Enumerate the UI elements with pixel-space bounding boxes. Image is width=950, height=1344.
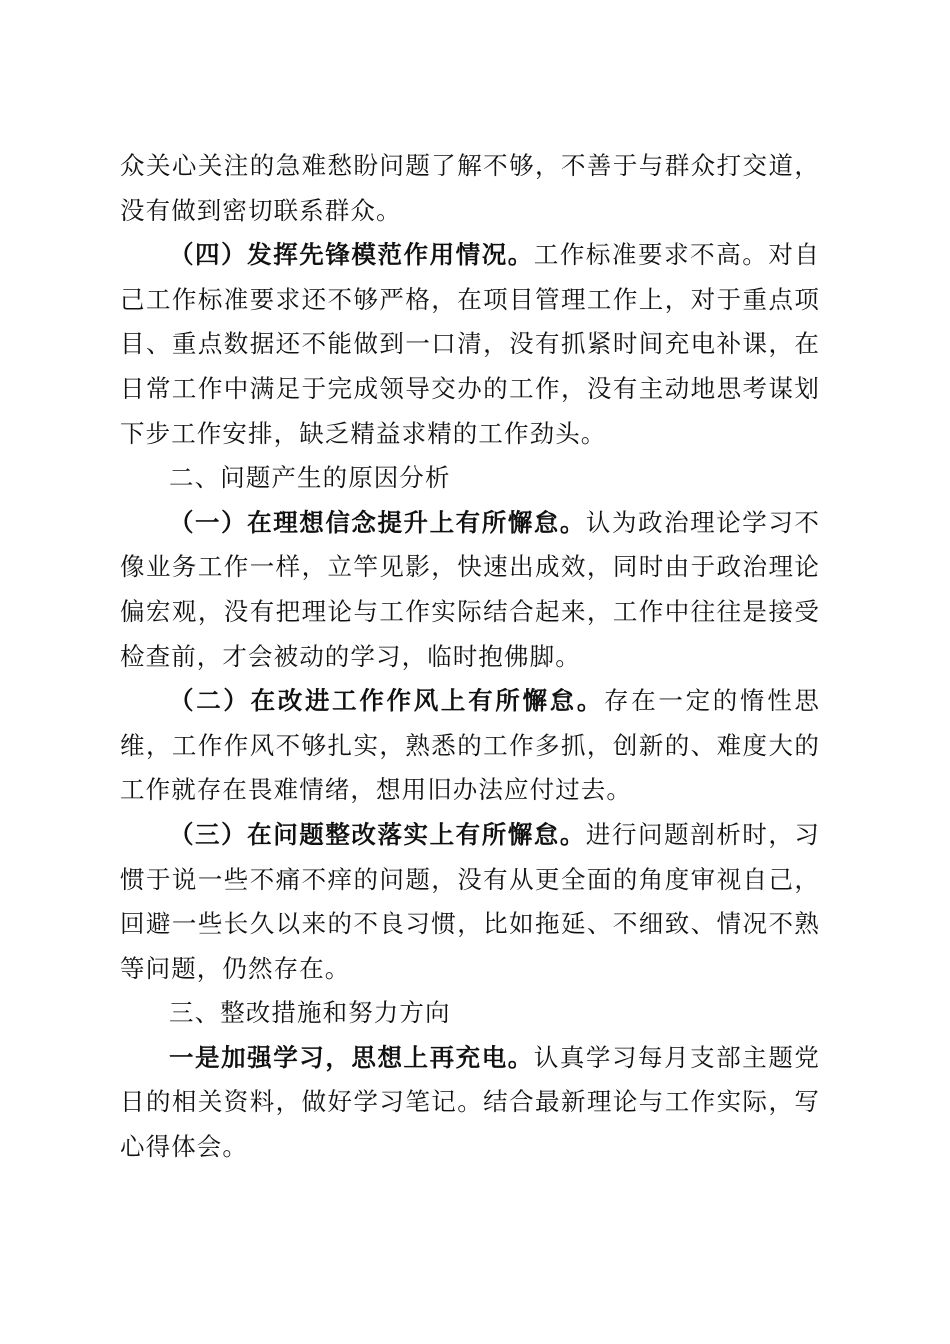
section-heading-measures: 三、整改措施和努力方向 (169, 998, 451, 1028)
paragraph-body: 存在一定的惰性思维，工作作风不够扎实，熟悉的工作多抓，创新的、难度大的工作就存在畏难情绪，想用旧办法应付过去。 (120, 686, 820, 805)
paragraph-rectification (120, 813, 820, 991)
paragraph-lead: （一）在理想信念提升上有所懈怠。 (169, 507, 586, 537)
document-page (120, 144, 820, 1170)
paragraph-continuation: 众关心关注的急难愁盼问题了解不够，不善于与群众打交道，没有做到密切联系群众。 (120, 151, 820, 225)
paragraph-strengthen-study (120, 1036, 820, 1170)
paragraph-lead: 一是加强学习，思想上再充电。 (169, 1042, 534, 1072)
paragraph-body: 认为政治理论学习不像业务工作一样，立竿见影，快速出成效，同时由于政治理论偏宏观，没有把理论与工作实际结合起来，工作中往往是接受检查前，才会被动的学习，临时抱佛脚。 (120, 507, 820, 671)
paragraph-lead: （四）发挥先锋模范作用情况。 (169, 240, 534, 270)
paragraph-work-style (120, 679, 820, 813)
paragraph-lead: （二）在改进工作作风上有所懈怠。 (169, 686, 605, 716)
paragraph-body: 工作标准要求不高。对自己工作标准要求还不够严格，在项目管理工作上，对于重点项目、重点数据还不能做到一口清，没有抓紧时间充电补课，在日常工作中满足于完成领导交办的工作，没有主动地思考谋划下步工作安排，缺乏精益求精的工作劲头。 (120, 240, 820, 448)
section-heading-cause-analysis: 二、问题产生的原因分析 (169, 463, 451, 493)
paragraph-ideals-beliefs (120, 501, 820, 679)
paragraph-body: 进行问题剖析时，习惯于说一些不痛不痒的问题，没有从更全面的角度审视自己，回避一些长久以来的不良习惯，比如拖延、不细致、情况不熟等问题，仍然存在。 (120, 819, 820, 983)
paragraph-body: 认真学习每月支部主题党日的相关资料，做好学习笔记。结合最新理论与工作实际，写心得体会。 (120, 1042, 820, 1162)
paragraph-pioneer-role (120, 233, 820, 456)
paragraph-lead: （三）在问题整改落实上有所懈怠。 (169, 819, 586, 849)
